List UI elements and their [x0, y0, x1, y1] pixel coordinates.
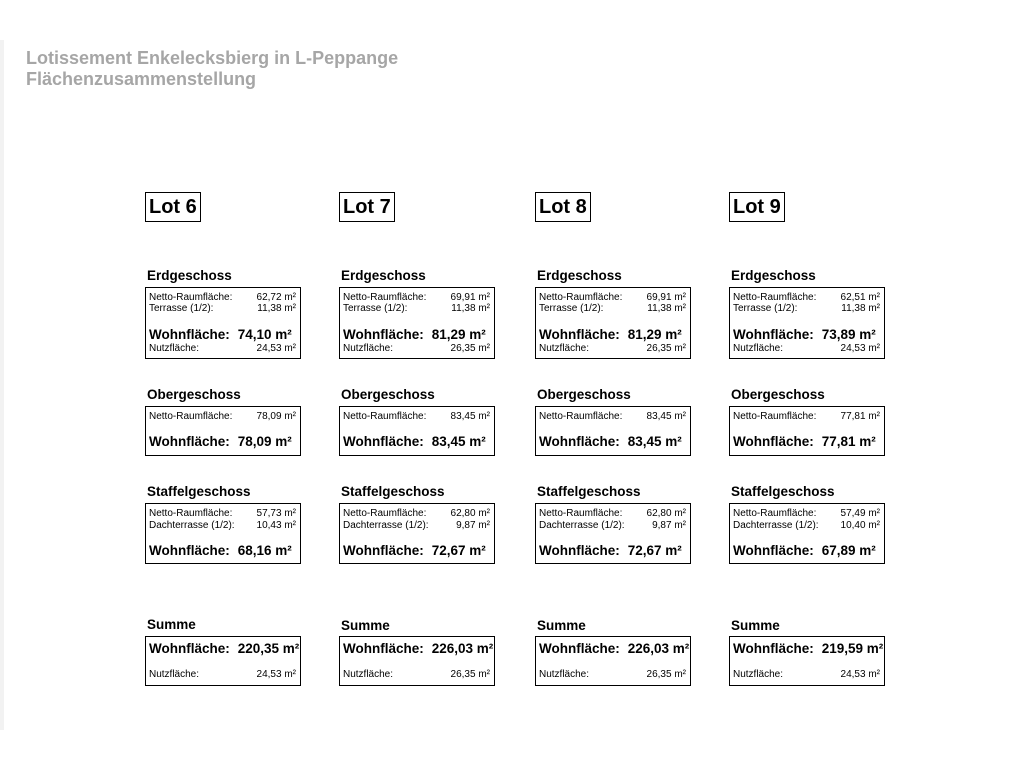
nutzflaeche-row: Nutzfläche: 24,53 m² [733, 669, 880, 680]
wohnflaeche-row: Wohnfläche: 81,29 m² [343, 327, 486, 342]
summe-title: Summe [341, 618, 390, 633]
obergeschoss-title: Obergeschoss [341, 387, 435, 402]
netto-row: Netto-Raumfläche: 69,91 m² [343, 292, 490, 303]
staffelgeschoss-box [339, 503, 495, 564]
dachterrasse-row: Dachterrasse (1/2): 9,87 m² [539, 520, 686, 531]
netto-row: Netto-Raumfläche: 62,80 m² [343, 508, 490, 519]
nutzflaeche-row: Nutzfläche: 24,53 m² [149, 343, 296, 354]
obergeschoss-title: Obergeschoss [147, 387, 241, 402]
wohnflaeche-row: Wohnfläche: 219,59 m² [733, 641, 884, 656]
terrasse-row: Terrasse (1/2): 11,38 m² [733, 303, 880, 314]
staffelgeschoss-title: Staffelgeschoss [537, 484, 641, 499]
staffelgeschoss-title: Staffelgeschoss [341, 484, 445, 499]
wohnflaeche-row: Wohnfläche: 220,35 m² [149, 641, 300, 656]
nutzflaeche-row: Nutzfläche: 26,35 m² [343, 343, 490, 354]
lot-label: Lot 7 [339, 192, 395, 222]
summe-box [145, 636, 301, 686]
terrasse-row: Terrasse (1/2): 11,38 m² [149, 303, 296, 314]
netto-row: Netto-Raumfläche: 62,51 m² [733, 292, 880, 303]
staffelgeschoss-title: Staffelgeschoss [147, 484, 251, 499]
summe-box [535, 636, 691, 686]
page-edge [0, 40, 4, 730]
wohnflaeche-row: Wohnfläche: 77,81 m² [733, 434, 876, 449]
wohnflaeche-row: Wohnfläche: 226,03 m² [343, 641, 494, 656]
wohnflaeche-row: Wohnfläche: 67,89 m² [733, 543, 876, 558]
summe-title: Summe [731, 618, 780, 633]
wohnflaeche-row: Wohnfläche: 73,89 m² [733, 327, 876, 342]
summe-box [339, 636, 495, 686]
staffelgeschoss-box [729, 503, 885, 564]
wohnflaeche-row: Wohnfläche: 83,45 m² [343, 434, 486, 449]
erdgeschoss-box [729, 287, 885, 359]
dachterrasse-row: Dachterrasse (1/2): 9,87 m² [343, 520, 490, 531]
obergeschoss-box [145, 406, 301, 456]
dachterrasse-row: Dachterrasse (1/2): 10,40 m² [733, 520, 880, 531]
obergeschoss-box [729, 406, 885, 456]
nutzflaeche-row: Nutzfläche: 26,35 m² [539, 669, 686, 680]
summe-title: Summe [537, 618, 586, 633]
lot-label: Lot 9 [729, 192, 785, 222]
wohnflaeche-row: Wohnfläche: 74,10 m² [149, 327, 292, 342]
wohnflaeche-row: Wohnfläche: 81,29 m² [539, 327, 682, 342]
erdgeschoss-box [535, 287, 691, 359]
netto-row: Netto-Raumfläche: 77,81 m² [733, 411, 880, 422]
wohnflaeche-row: Wohnfläche: 72,67 m² [343, 543, 486, 558]
nutzflaeche-row: Nutzfläche: 24,53 m² [149, 669, 296, 680]
dachterrasse-row: Dachterrasse (1/2): 10,43 m² [149, 520, 296, 531]
netto-row: Netto-Raumfläche: 62,80 m² [539, 508, 686, 519]
erdgeschoss-title: Erdgeschoss [341, 268, 426, 283]
nutzflaeche-row: Nutzfläche: 26,35 m² [343, 669, 490, 680]
netto-row: Netto-Raumfläche: 57,73 m² [149, 508, 296, 519]
obergeschoss-box [535, 406, 691, 456]
summe-title: Summe [147, 617, 196, 632]
obergeschoss-box [339, 406, 495, 456]
summe-box [729, 636, 885, 686]
wohnflaeche-row: Wohnfläche: 226,03 m² [539, 641, 690, 656]
terrasse-row: Terrasse (1/2): 11,38 m² [539, 303, 686, 314]
netto-row: Netto-Raumfläche: 83,45 m² [343, 411, 490, 422]
obergeschoss-title: Obergeschoss [537, 387, 631, 402]
title-line-1: Lotissement Enkelecksbierg in L-Peppange [26, 48, 399, 68]
staffelgeschoss-box [145, 503, 301, 564]
staffelgeschoss-box [535, 503, 691, 564]
erdgeschoss-title: Erdgeschoss [537, 268, 622, 283]
erdgeschoss-box [145, 287, 301, 359]
staffelgeschoss-title: Staffelgeschoss [731, 484, 835, 499]
wohnflaeche-row: Wohnfläche: 68,16 m² [149, 543, 292, 558]
erdgeschoss-title: Erdgeschoss [731, 268, 816, 283]
document-title [26, 48, 398, 90]
title-line-2: Flächenzusammenstellung [26, 69, 257, 89]
netto-row: Netto-Raumfläche: 62,72 m² [149, 292, 296, 303]
wohnflaeche-row: Wohnfläche: 78,09 m² [149, 434, 292, 449]
lot-label: Lot 8 [535, 192, 591, 222]
obergeschoss-title: Obergeschoss [731, 387, 825, 402]
erdgeschoss-title: Erdgeschoss [147, 268, 232, 283]
wohnflaeche-row: Wohnfläche: 72,67 m² [539, 543, 682, 558]
netto-row: Netto-Raumfläche: 57,49 m² [733, 508, 880, 519]
netto-row: Netto-Raumfläche: 83,45 m² [539, 411, 686, 422]
netto-row: Netto-Raumfläche: 69,91 m² [539, 292, 686, 303]
nutzflaeche-row: Nutzfläche: 26,35 m² [539, 343, 686, 354]
netto-row: Netto-Raumfläche: 78,09 m² [149, 411, 296, 422]
lot-label: Lot 6 [145, 192, 201, 222]
nutzflaeche-row: Nutzfläche: 24,53 m² [733, 343, 880, 354]
erdgeschoss-box [339, 287, 495, 359]
wohnflaeche-row: Wohnfläche: 83,45 m² [539, 434, 682, 449]
terrasse-row: Terrasse (1/2): 11,38 m² [343, 303, 490, 314]
